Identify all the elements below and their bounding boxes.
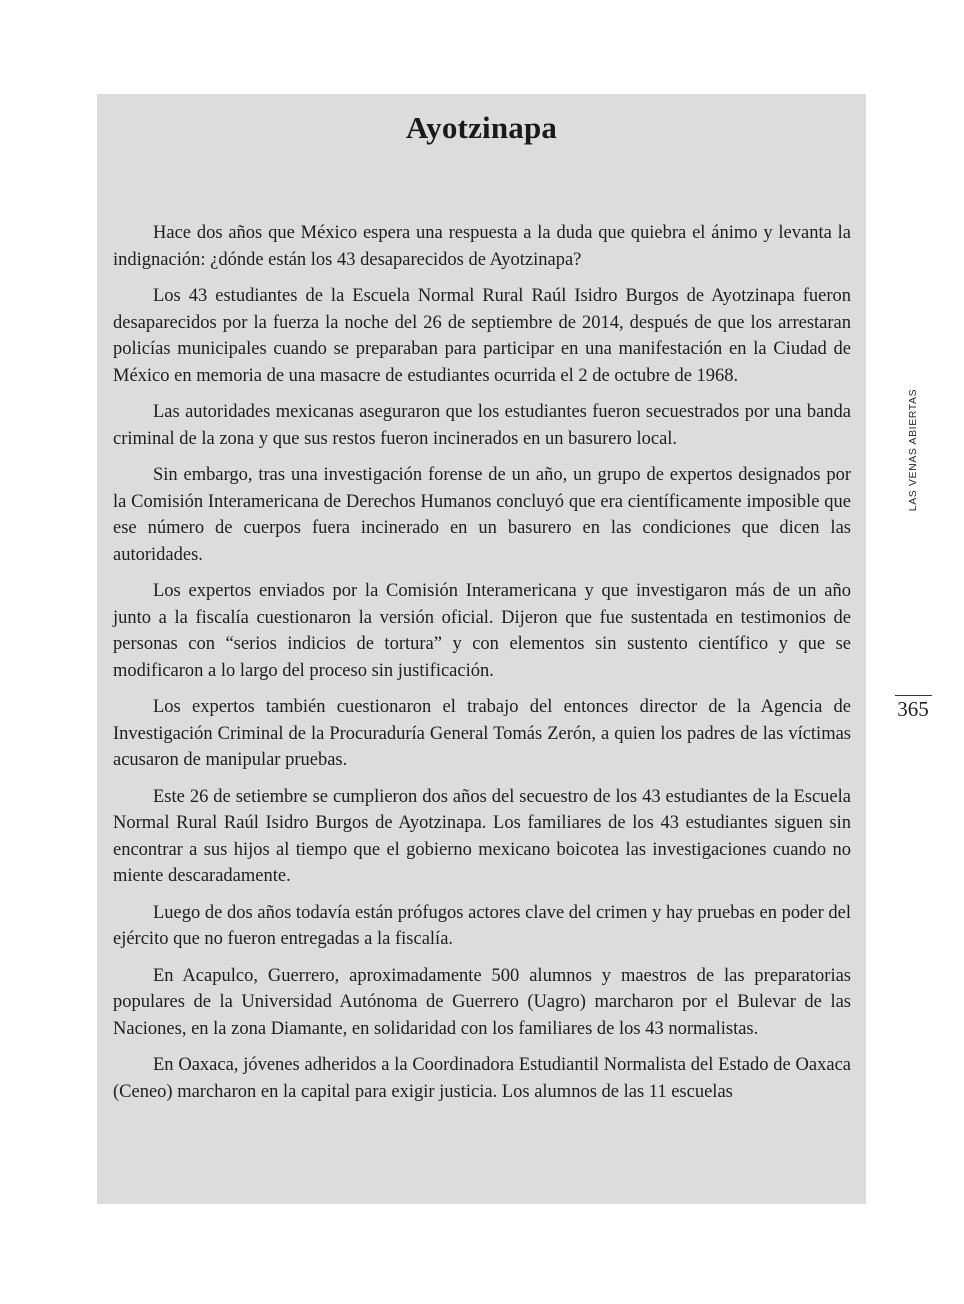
article-body <box>113 220 851 1115</box>
section-running-head <box>898 388 928 512</box>
paragraph: Hace dos años que México espera una respuesta a la duda que quiebra el ánimo y levanta la indignación: ¿dónde están los 43 desaparecidos de Ayotzinapa? <box>113 223 851 270</box>
paragraph: En Acapulco, Guerrero, aproximadamente 500 alumnos y maestros de las preparatorias populares de la Universidad Autónoma de Guerrero (Uagro) marcharon por el Bulevar de las Naciones, en la zona Diamante, en solidaridad con los familiares de los 43 normalistas. <box>113 965 851 1039</box>
paragraph: Los expertos también cuestionaron el trabajo del entonces director de la Agencia de Investigación Criminal de la Procuraduría General Tomás Zerón, a quien los padres de las víctimas acusaron de manipular pruebas. <box>113 697 851 770</box>
article-box <box>97 94 866 1204</box>
article-title: Ayotzinapa <box>405 110 558 145</box>
section-label: LAS VENAS ABIERTAS <box>907 388 919 512</box>
page-number-rule <box>895 695 932 696</box>
paragraph: Sin embargo, tras una investigación forense de un año, un grupo de expertos designados por la Comisión Interamericana de Derechos Humanos concluyó que era científicamente imposible que ese número de cuerpos fuera incinerado en un basurero en las condiciones que dicen las autoridades. <box>113 465 851 565</box>
paragraph: En Oaxaca, jóvenes adheridos a la Coordinadora Estudiantil Normalista del Estado de Oaxaca (Ceneo) marcharon en la capital para exigir justicia. Los alumnos de las 11 escuelas <box>113 1055 851 1102</box>
paragraph: Los expertos enviados por la Comisión Interamericana y que investigaron más de un año junto a la fiscalía cuestionaron la versión oficial. Dijeron que fue sustentada en testimonios de personas con “serios indicios de tortura” y con elementos sin sustento científico y que se modificaron a lo largo del proceso sin justificación. <box>113 581 851 681</box>
page-number: 365 <box>897 697 929 721</box>
paragraph: Luego de dos años todavía están prófugos actores clave del crimen y hay pruebas en poder del ejército que no fueron entregadas a la fiscalía. <box>113 902 851 949</box>
paragraph: Las autoridades mexicanas aseguraron que los estudiantes fueron secuestrados por una banda criminal de la zona y que sus restos fueron incinerados en un basurero local. <box>113 402 851 449</box>
paragraph: Los 43 estudiantes de la Escuela Normal Rural Raúl Isidro Burgos de Ayotzinapa fueron desaparecidos por la fuerza la noche del 26 de septiembre de 2014, después de que los arrestaran policías municipales cuando se preparaban para participar en una manifestación en la Ciudad de México en memoria de una masacre de estudiantes ocurrida el 2 de octubre de 1968. <box>113 286 851 386</box>
paragraph: Este 26 de setiembre se cumplieron dos años del secuestro de los 43 estudiantes de la Escuela Normal Rural Raúl Isidro Burgos de Ayotzinapa. Los familiares de los 43 estudiantes siguen sin encontrar a sus hijos al tiempo que el gobierno mexicano boicotea las investigaciones cuando no miente descaradamente. <box>113 786 851 886</box>
